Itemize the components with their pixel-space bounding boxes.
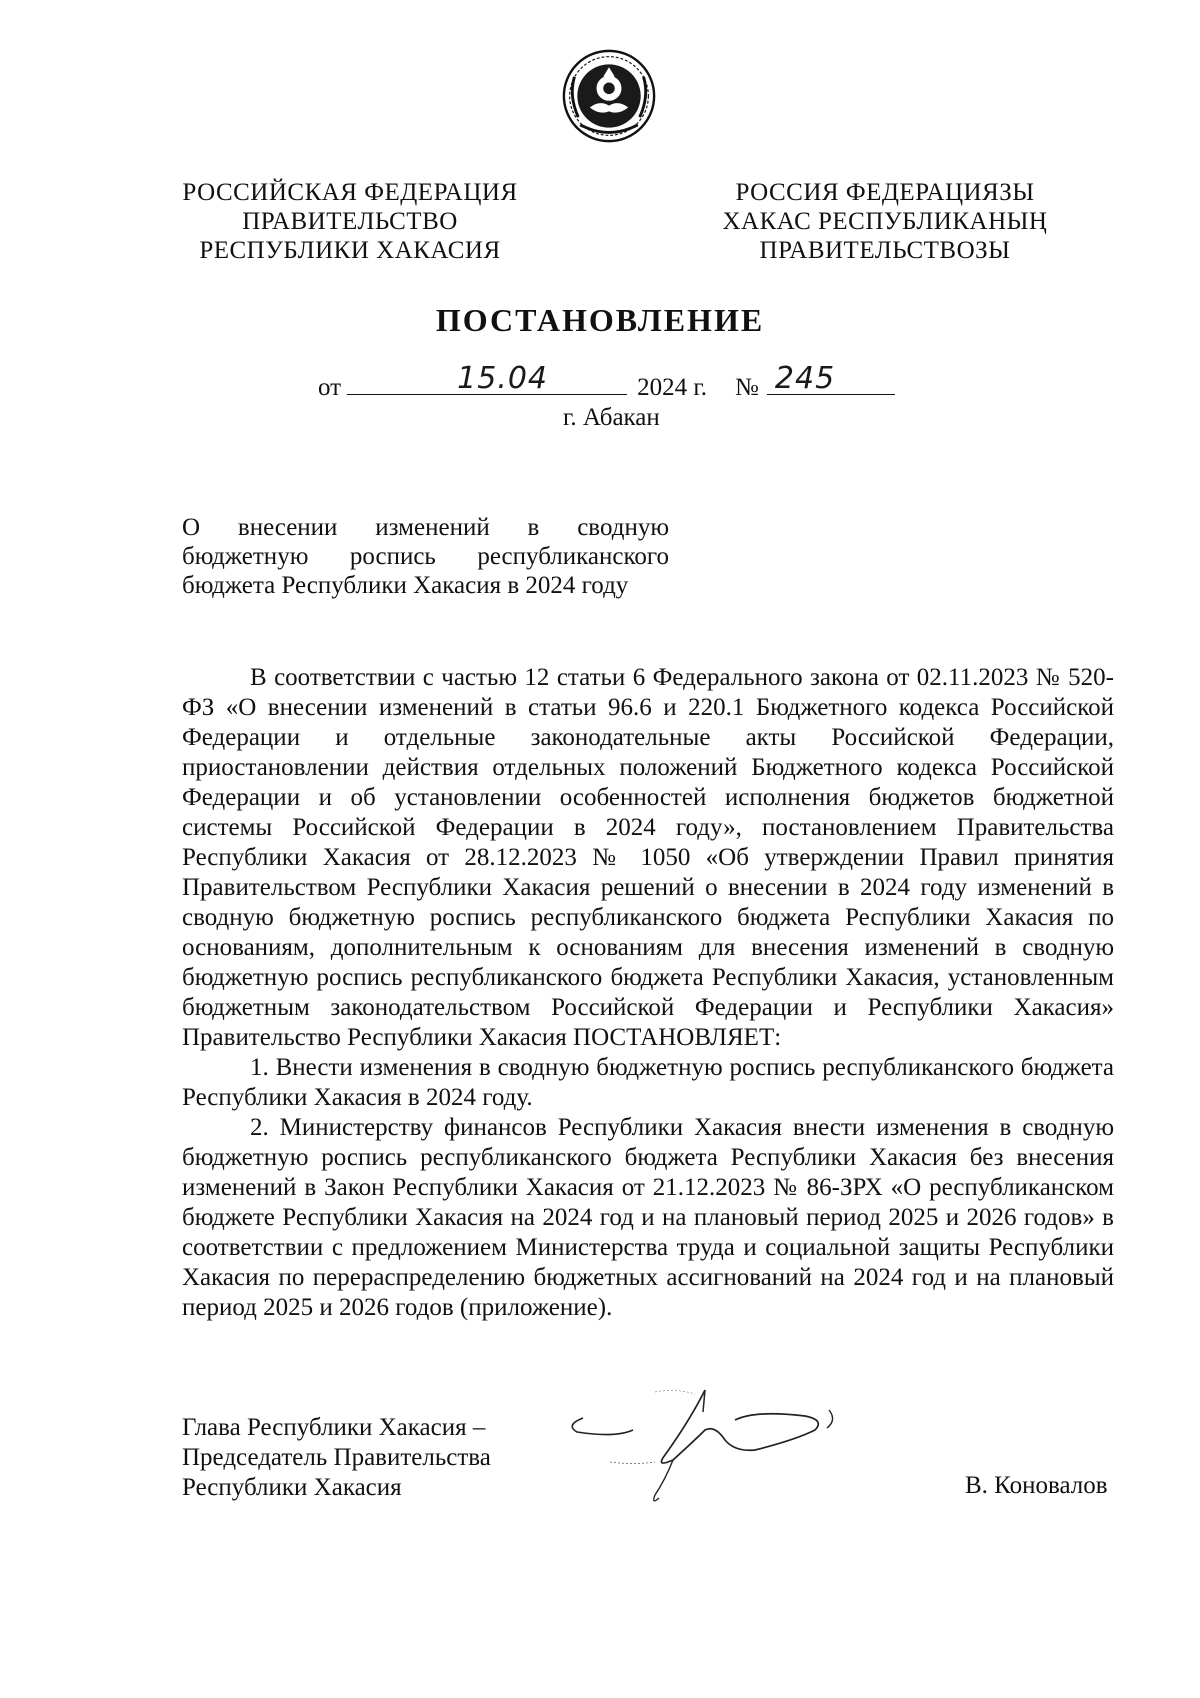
item-2-paragraph: 2. Министерству финансов Республики Хакасия внести изменения в сводную бюджетную роспись республиканского бюджета Республики Хакасия без внесения изменений в Закон Республики Хакасия от 21.12.2023 № 86-ЗРХ «О республиканском бюджете Республики Хакасия на 2024 год и на плановый период 2025 и 2026 годов» в соответствии с предложением Министерства труда и социальной защиты Республики Хакасия по перераспределению бюджетных ассигнований на 2024 год и на плановый период 2025 и 2026 годов (приложение). (182, 1114, 1114, 1321)
handwritten-signature (555, 1380, 925, 1530)
from-label: от (318, 374, 342, 401)
year-label: 2024 г. (637, 374, 708, 401)
date-field (347, 361, 627, 396)
date-line (318, 361, 895, 402)
header-left-line: РОССИЙСКАЯ ФЕДЕРАЦИЯ (182, 179, 518, 206)
number-field (767, 361, 895, 396)
document-body (182, 663, 1114, 1323)
header-left-ru (150, 178, 550, 265)
position-line: Глава Республики Хакасия – (182, 1414, 486, 1441)
preamble-paragraph: В соответствии с частью 12 статьи 6 Федерального закона от 02.11.2023 № 520-ФЗ «О внесении изменений в статьи 96.6 и 220.1 Бюджетного кодекса Российской Федерации и отдельные законодательные акты Российской Федерации, приостановлении действия отдельных положений Бюджетного кодекса Российской Федерации и об установлении особенностей исполнения бюджетов бюджетной системы Российской Федерации в 2024 году», постановлением Правительства Республики Хакасия от 28.12.2023 № 1050 «Об утверждении Правил принятия Правительством Республики Хакасия решений о внесении в 2024 году изменений в сводную бюджетную роспись республиканского бюджета Республики Хакасия по основаниям, дополнительным к основаниям для внесения изменений в сводную бюджетную роспись республиканского бюджета Республики Хакасия, установленным бюджетным законодательством Российской Федерации и Республики Хакасия» Правительство Республики Хакасия ПОСТАНОВЛЯЕТ: (182, 664, 1114, 1051)
header-right-line: ПРАВИТЕЛЬСТВОЗЫ (759, 237, 1011, 264)
document-subject (182, 513, 669, 600)
handwritten-number: 245 (774, 361, 836, 396)
subject-line: бюджета Республики Хакасия в 2024 году (182, 572, 629, 599)
city-label: г. Абакан (563, 404, 660, 431)
header-left-line: ПРАВИТЕЛЬСТВО (242, 208, 458, 235)
signatory-name: В. Коновалов (965, 1472, 1108, 1499)
handwritten-date: 15.04 (457, 361, 548, 396)
header-left-line: РЕСПУБЛИКИ ХАКАСИЯ (199, 237, 501, 264)
signatory-position (182, 1413, 491, 1503)
header-right-line: РОССИЯ ФЕДЕРАЦИЯЗЫ (735, 179, 1035, 206)
header-right-line: ХАКАС РЕСПУБЛИКАНЫҢ (722, 208, 1048, 235)
position-line: Председатель Правительства (182, 1444, 491, 1471)
coat-of-arms-emblem (561, 48, 657, 144)
document-title: ПОСТАНОВЛЕНИЕ (435, 302, 765, 338)
number-label: № (735, 374, 759, 401)
position-line: Республики Хакасия (182, 1474, 402, 1501)
subject-line: О внесении изменений в сводную (182, 514, 669, 541)
subject-line: бюджетную роспись республиканского (182, 543, 669, 570)
item-1-paragraph: 1. Внести изменения в сводную бюджетную роспись республиканского бюджета Республики Хакасия в 2024 году. (182, 1054, 1114, 1111)
header-right-kjh (685, 178, 1085, 265)
